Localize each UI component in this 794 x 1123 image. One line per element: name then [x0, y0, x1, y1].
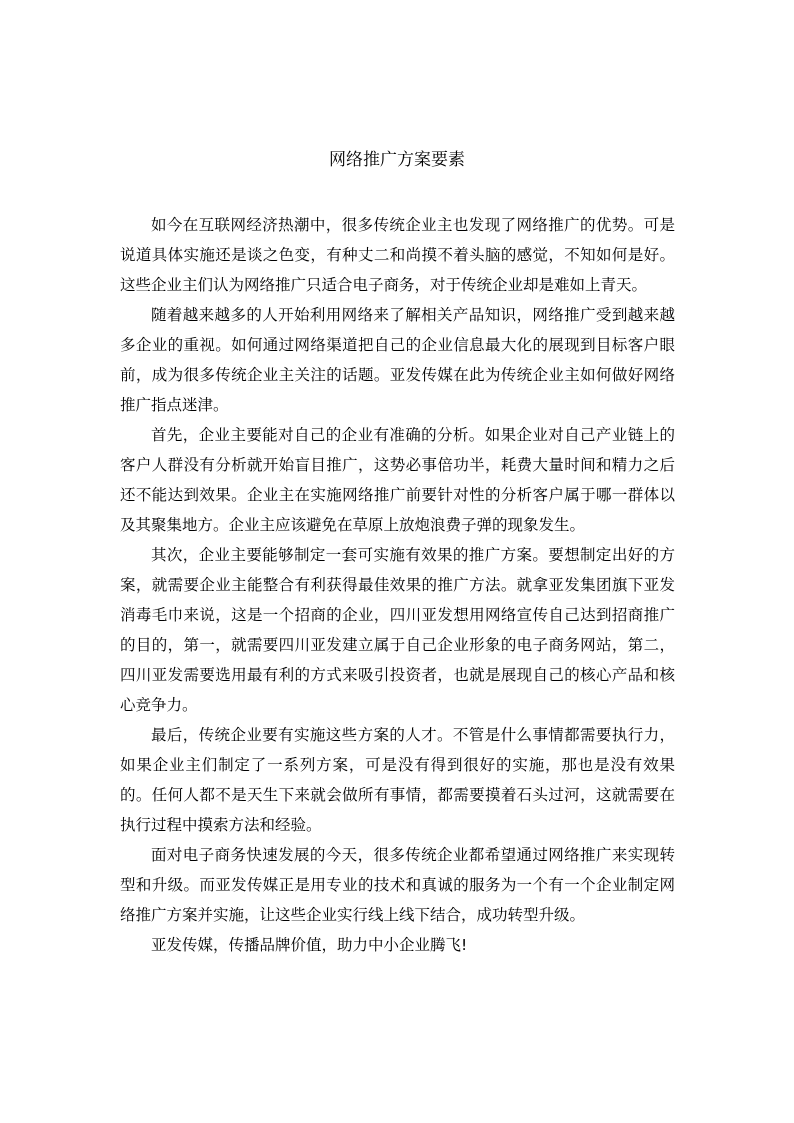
paragraph-intro: 如今在互联网经济热潮中，很多传统企业主也发现了网络推广的优势。可是说道具体实施还是谈之色变，有种丈二和尚摸不着头脑的感觉，不知如何是好。这些企业主们认为网络推广只适合电子商务，对于传统企业却是难如上青天。 [120, 216, 675, 294]
paragraph-slogan: 亚发传媒，传播品牌价值，助力中小企业腾飞! [151, 936, 468, 954]
paragraph-second-point: 其次，企业主要能够制定一套可实施有效果的推广方案。要想制定出好的方案，就需要企业主能整合有利获得最佳效果的推广方法。就拿亚发集团旗下亚发消毒毛巾来说，这是一个招商的企业，四川亚发想用网络宣传自己达到招商推广的目的，第一，就需要四川亚发建立属于自己企业形象的电子商务网站，第二，四川亚发需要选用最有利的方式来吸引投资者，也就是展现自己的核心产品和核心竞争力。 [120, 546, 675, 714]
paragraph-first-point: 首先，企业主要能对自己的企业有准确的分析。如果企业对自己产业链上的客户人群没有分析就开始盲目推广，这势必事倍功半，耗费大量时间和精力之后还不能达到效果。企业主在实施网络推广前要针对性的分析客户属于哪一群体以及其聚集地方。企业主应该避免在草原上放炮浪费子弹的现象发生。 [120, 426, 675, 534]
document-title: 网络推广方案要素 [329, 150, 465, 170]
paragraph-background: 随着越来越多的人开始利用网络来了解相关产品知识，网络推广受到越来越多企业的重视。如何通过网络渠道把自己的企业信息最大化的展现到目标客户眼前，成为很多传统企业主关注的话题。亚发传媒在此为传统企业主如何做好网络推广指点迷津。 [120, 306, 675, 414]
paragraph-conclusion: 面对电子商务快速发展的今天，很多传统企业都希望通过网络推广来实现转型和升级。而亚发传媒正是用专业的技术和真诚的服务为一个有一个企业制定网络推广方案并实施，让这些企业实行线上线下结合，成功转型升级。 [120, 846, 675, 924]
document-body [120, 210, 675, 960]
paragraph-third-point: 最后，传统企业要有实施这些方案的人才。不管是什么事情都需要执行力，如果企业主们制定了一系列方案，可是没有得到很好的实施，那也是没有效果的。任何人都不是天生下来就会做所有事情，都需要摸着石头过河，这就需要在执行过程中摸索方法和经验。 [120, 726, 675, 834]
